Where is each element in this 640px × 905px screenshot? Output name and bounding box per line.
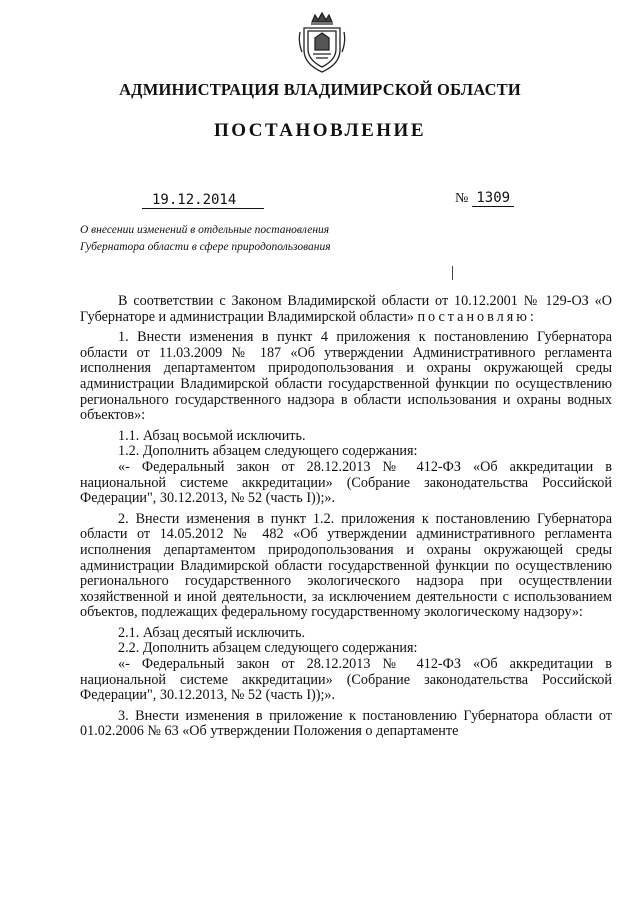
document-subject: О внесении изменений в отдельные постановления Губернатора области в сфере природопользования — [80, 224, 331, 253]
paragraph-1-quote: «- Федеральный закон от 28.12.2013 № 412-ФЗ «Об аккредитации в национальной системе аккредитации» (Собрание законодательства Российской Федерации", 30.12.2013, № 52 (часть I));». — [80, 458, 612, 507]
organization-name: АДМИНИСТРАЦИЯ ВЛАДИМИРСКОЙ ОБЛАСТИ — [119, 80, 521, 99]
coat-of-arms-icon — [298, 12, 346, 74]
document-type-title: ПОСТАНОВЛЕНИЕ — [213, 120, 427, 141]
paragraph-2-1: 2.1. Абзац десятый исключить. — [118, 624, 306, 641]
document-date: 19.12.2014 — [142, 192, 264, 209]
paragraph-1-2: 1.2. Дополнить абзацем следующего содержания: — [118, 443, 418, 460]
paragraph-3: 3. Внести изменения в приложение к постановлению Губернатора области от 01.02.2006 № 63 «Об утверждении Положения о департаменте — [80, 707, 612, 740]
paragraph-2-2: 2.2. Дополнить абзацем следующего содержания: — [118, 640, 418, 657]
decree-word: постановляю: — [417, 308, 537, 325]
number-value: 1309 — [472, 190, 514, 207]
number-label: № — [455, 191, 469, 206]
scan-mark — [452, 266, 453, 280]
paragraph-2: 2. Внести изменения в пункт 1.2. приложения к постановлению Губернатора области от 14.05.2012 № 482 «Об утверждении административного регламента исполнения департаментом природопользования и охраны окружающей среды администрации Владимирской области государственной функции по осуществлению регионального государственного экологического надзора при осуществлении хозяйственной и иной деятельности, за исключением деятельности с использованием объектов, подлежащих федеральному государственному экологическому надзору»: — [80, 510, 612, 621]
paragraph-2-quote: «- Федеральный закон от 28.12.2013 № 412-ФЗ «Об аккредитации в национальной системе аккредитации» (Собрание законодательства Российской Федерации", 30.12.2013, № 52 (часть I));». — [80, 656, 612, 704]
document-number — [455, 190, 514, 207]
paragraph-1: 1. Внести изменения в пункт 4 приложения к постановлению Губернатора области от 11.03.2009 № 187 «Об утверждении Административного регламента исполнения департаментом природопользования и охраны окружающей среды администрации Владимирской области государственной функции по осуществлению регионального государственного надзора в области использования и охраны водных объектов»: — [80, 329, 612, 424]
document-body — [80, 294, 612, 745]
intro-paragraph — [80, 294, 612, 325]
intro-text: В соответствии с Законом Владимирской области от 10.12.2001 № 129-ОЗ «О Губернаторе и администрации Владимирской области» — [80, 293, 612, 325]
paragraph-1-1: 1.1. Абзац восьмой исключить. — [118, 427, 306, 444]
